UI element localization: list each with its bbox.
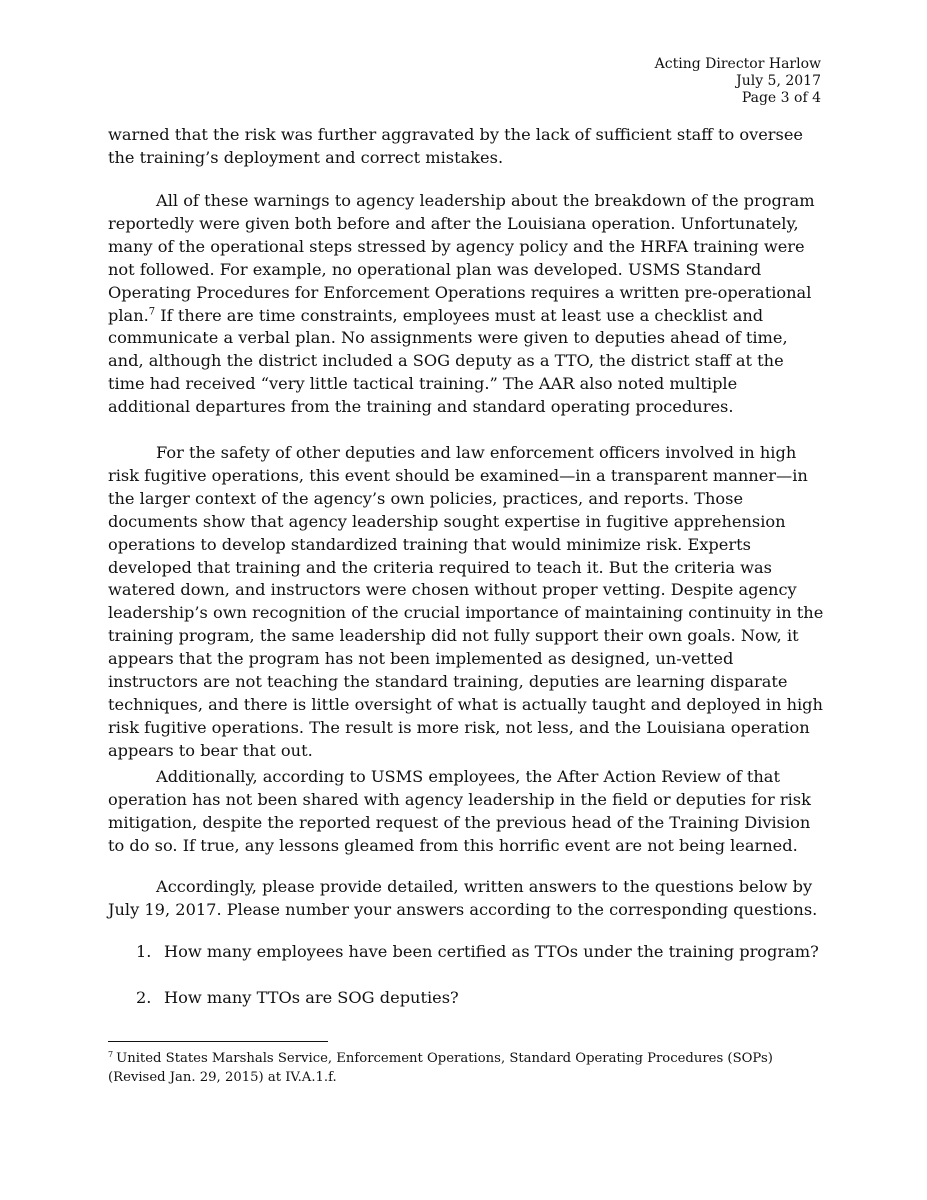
header-recipient: Acting Director Harlow xyxy=(654,56,821,72)
question-text: How many TTOs are SOG deputies? xyxy=(164,988,459,1007)
footnote-divider xyxy=(108,1041,328,1042)
question-number: 1. xyxy=(136,942,152,961)
header-date: July 5, 2017 xyxy=(736,73,821,89)
footnote-marker: 7 xyxy=(108,1049,114,1059)
paragraph-request: Accordingly, please provide detailed, written answers to the questions below by July 19, 2017. Please number your answers according to the corresponding questions. xyxy=(108,877,818,919)
footnote-reference[interactable]: 7 xyxy=(148,306,156,318)
paragraph-continuation: warned that the risk was further aggravated by the lack of sufficient staff to oversee the training’s deployment and correct mistakes. xyxy=(108,125,804,167)
paragraph-warnings-text-a: All of these warnings to agency leadership about the breakdown of the program reportedly were given both before and after the Louisiana operation. Unfortunately, many of the operational steps stressed by agency policy and the HRFA training were not followed. For example, no operational plan was developed. USMS Standard Operating Procedures for Enforcement Operations requires a written pre-operational plan. xyxy=(108,191,815,325)
page-header xyxy=(655,56,821,107)
paragraph-warnings xyxy=(108,190,824,419)
footnote-text: United States Marshals Service, Enforcement Operations, Standard Operating Procedures (SOPs) (Revised Jan. 29, 2015) at IV.A.1.f. xyxy=(108,1051,773,1085)
question-number: 2. xyxy=(136,988,152,1007)
paragraph-safety: For the safety of other deputies and law enforcement officers involved in high risk fugitive operations, this event should be examined—in a transparent manner—in the larger context of the agency’s own policies, practices, and reports. Those documents show that agency leadership sought expertise in fugitive apprehension operations to develop standardized training that would minimize risk. Experts developed that training and the criteria required to teach it. But the criteria was watered down, and instructors were chosen without proper vetting. Despite agency leadership’s own recognition of the crucial importance of maintaining continuity in the training program, the same leadership did not fully support their own goals. Now, it appears that the program has not been implemented as designed, un-vetted instructors are not teaching the standard training, deputies are learning disparate techniques, and there is little oversight of what is actually taught and deployed in high risk fugitive operations. The result is more risk, not less, and the Louisiana operation appears to bear that out. xyxy=(108,443,824,760)
question-text: How many employees have been certified as TTOs under the training program? xyxy=(164,942,819,961)
footnote xyxy=(108,1050,824,1087)
paragraph-warnings-text-b: If there are time constraints, employees must at least use a checklist and communicate a verbal plan. No assignments were given to deputies ahead of time, and, although the district included a SOG deputy as a TTO, the district staff at the time had received “very little tactical training.” The AAR also noted multiple additional departures from the training and standard operating procedures. xyxy=(108,305,788,417)
header-page-number: Page 3 of 4 xyxy=(741,90,821,106)
paragraph-after-action-review: Additionally, according to USMS employees, the After Action Review of that operation has not been shared with agency leadership in the field or deputies for risk mitigation, despite the reported request of the previous head of the Training Division to do so. If true, any lessons gleamed from this horrific event are not being learned. xyxy=(108,767,811,855)
